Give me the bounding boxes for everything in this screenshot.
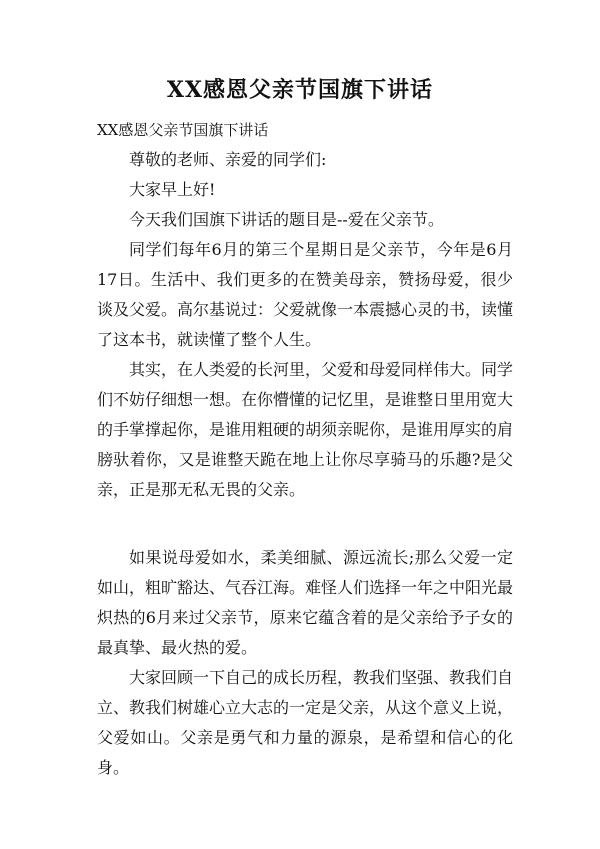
paragraph-fathers-day-date: 同学们每年6月的第三个星期日是父亲节，今年是6月17日。生活中、我们更多的在赞美母亲，赞扬母爱，很少谈及父爱。高尔基说过：父爱就像一本震撼心灵的书，读懂了这本书，就读懂了整个人生。 (97, 240, 514, 349)
paragraph-growth-journey: 大家回顾一下自己的成长历程，教我们坚强、教我们自立、教我们树雄心立大志的一定是父亲，从这个意义上说，父爱如山。父亲是勇气和力量的源泉，是希望和信心的化身。 (97, 668, 514, 777)
document-title: XX感恩父亲节国旗下讲话 (166, 77, 434, 103)
document-body (97, 145, 513, 783)
document-subtitle: XX感恩父亲节国旗下讲话 (97, 121, 269, 139)
paragraph-fatherly-love-equal: 其实，在人类爱的长河里，父爱和母爱同样伟大。同学们不妨仔细想一想。在你懵懂的记忆里，是谁整日里用宽大的手掌撑起你，是谁用粗硬的胡须亲昵你，是谁用厚实的肩膀驮着你，又是谁整天跪在地上让你尽享骑马的乐趣?是父亲，正是那无私无畏的父亲。 (97, 360, 514, 499)
paragraph-topic: 今天我们国旗下讲话的题目是--爱在父亲节。 (129, 210, 444, 229)
paragraph-love-like-mountain: 如果说母爱如水，柔美细腻、源远流长;那么父爱一定如山，粗旷豁达、气吞江海。难怪人们选择一年之中阳光最炽热的6月来过父亲节，原来它蕴含着的是父亲给予子女的最真挚、最火热的爱。 (97, 548, 514, 657)
paragraph-good-morning: 大家早上好! (129, 180, 216, 199)
paragraph-greeting: 尊敬的老师、亲爱的同学们: (129, 150, 327, 169)
